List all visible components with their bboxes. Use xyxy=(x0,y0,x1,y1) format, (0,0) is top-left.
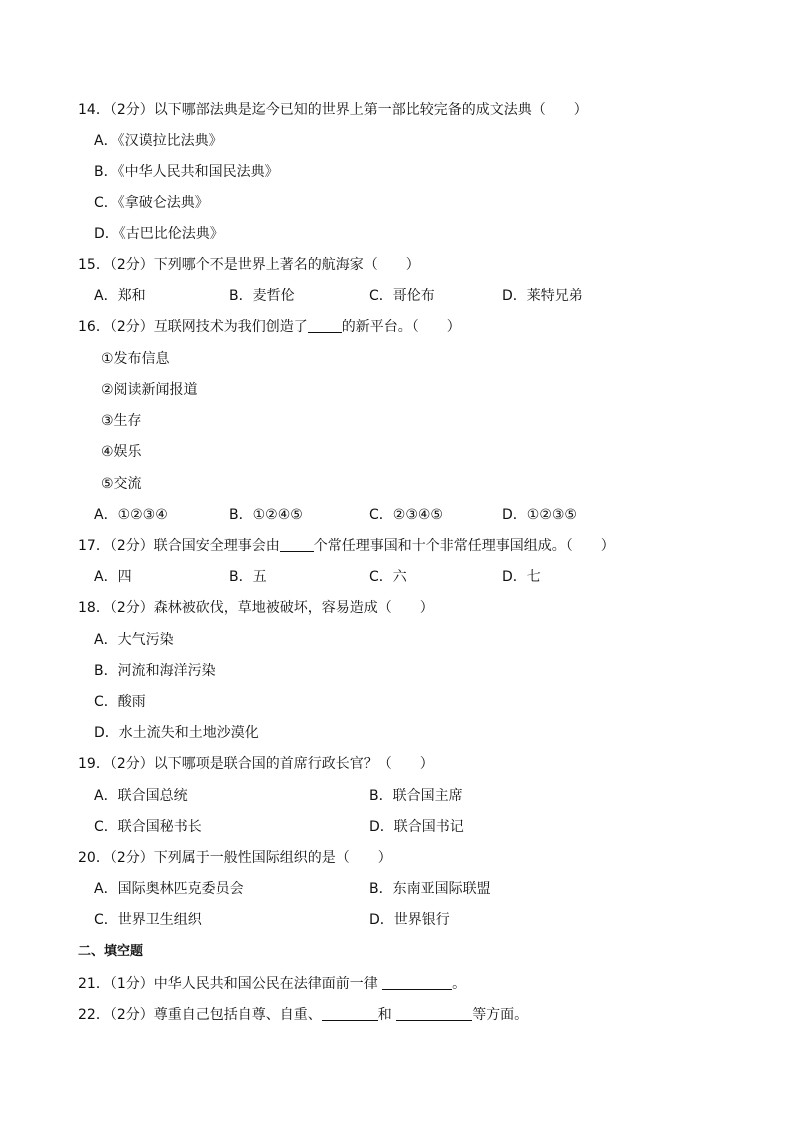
question-18-stem: 18．（2分）森林被砍伐，草地被破坏，容易造成（ ） xyxy=(78,600,434,616)
q17-stem-before: 17．（2分）联合国安全理事会由 xyxy=(78,538,280,554)
q16-option-b: B．①②④⑤ xyxy=(229,507,303,523)
q20-option-b: B．东南亚国际联盟 xyxy=(369,881,491,897)
q16-item-2: ②阅读新闻报道 xyxy=(101,382,198,398)
q17-option-a: A．四 xyxy=(94,569,132,585)
q16-stem-after: 的新平台。（ ） xyxy=(341,319,461,335)
q16-option-c: C．②③④⑤ xyxy=(369,507,443,523)
q22-blank-1 xyxy=(322,1006,378,1021)
question-14-stem: 14．（2分）以下哪部法典是迄今已知的世界上第一部比较完备的成文法典（ ） xyxy=(78,102,588,118)
q16-option-a: A．①②③④ xyxy=(94,507,168,523)
q19-option-b: B．联合国主席 xyxy=(369,788,463,804)
q16-option-d: D．①②③⑤ xyxy=(502,507,577,523)
q15-option-d: D．莱特兄弟 xyxy=(502,288,583,304)
q16-item-3: ③生存 xyxy=(101,413,142,429)
q17-option-b: B．五 xyxy=(229,569,267,585)
q14-option-c: C．《拿破仑法典》 xyxy=(94,195,209,211)
q15-option-b: B．麦哲伦 xyxy=(229,288,295,304)
q22-text-middle: 和 xyxy=(377,1007,397,1023)
q17-option-d: D．七 xyxy=(502,569,541,585)
q20-option-d: D．世界银行 xyxy=(369,912,450,928)
question-16-stem xyxy=(78,318,461,336)
q19-option-d: D．联合国书记 xyxy=(369,819,464,835)
q17-stem-after: 个常任理事国和十个非常任理事国组成。（ ） xyxy=(313,538,615,554)
question-17-stem xyxy=(78,537,615,555)
q16-stem-before: 16．（2分）互联网技术为我们创造了 xyxy=(78,319,308,335)
q16-item-5: ⑤交流 xyxy=(101,476,142,492)
q19-option-c: C．联合国秘书长 xyxy=(94,819,202,835)
section-title-fill-in: 二、填空题 xyxy=(78,944,144,959)
q20-option-c: C．世界卫生组织 xyxy=(94,912,202,928)
question-19-stem: 19．（2分）以下哪项是联合国的首席行政长官？（ ） xyxy=(78,756,434,772)
question-20-stem: 20．（2分）下列属于一般性国际组织的是（ ） xyxy=(78,850,392,866)
q17-blank xyxy=(280,537,314,552)
q15-option-a: A．郑和 xyxy=(94,288,146,304)
q22-blank-2 xyxy=(396,1006,472,1021)
q18-option-c: C．酸雨 xyxy=(94,694,146,710)
q22-text-after: 等方面。 xyxy=(472,1007,529,1023)
q19-option-a: A．联合国总统 xyxy=(94,788,188,804)
q14-option-b: B．《中华人民共和国民法典》 xyxy=(94,164,279,180)
q18-option-d: D．水土流失和土地沙漠化 xyxy=(94,725,259,741)
q22-text-before: 22．（2分）尊重自己包括自尊、自重、 xyxy=(78,1007,322,1023)
q14-option-a: A．《汉谟拉比法典》 xyxy=(94,133,223,149)
q20-option-a: A．国际奥林匹克委员会 xyxy=(94,881,244,897)
q21-text-before: 21．（1分）中华人民共和国公民在法律面前一律 xyxy=(78,976,383,992)
q21-blank xyxy=(382,975,452,990)
q14-option-d: D．《古巴比伦法典》 xyxy=(94,226,224,242)
q21-text-after: 。 xyxy=(452,976,467,992)
q16-item-1: ①发布信息 xyxy=(101,351,170,367)
q18-option-a: A．大气污染 xyxy=(94,632,174,648)
q17-option-c: C．六 xyxy=(369,569,407,585)
q16-item-4: ④娱乐 xyxy=(101,444,142,460)
question-21 xyxy=(78,975,466,993)
q16-blank xyxy=(308,318,342,333)
question-15-stem: 15．（2分）下列哪个不是世界上著名的航海家（ ） xyxy=(78,257,420,273)
question-22 xyxy=(78,1006,528,1024)
q18-option-b: B．河流和海洋污染 xyxy=(94,663,216,679)
q15-option-c: C．哥伦布 xyxy=(369,288,435,304)
